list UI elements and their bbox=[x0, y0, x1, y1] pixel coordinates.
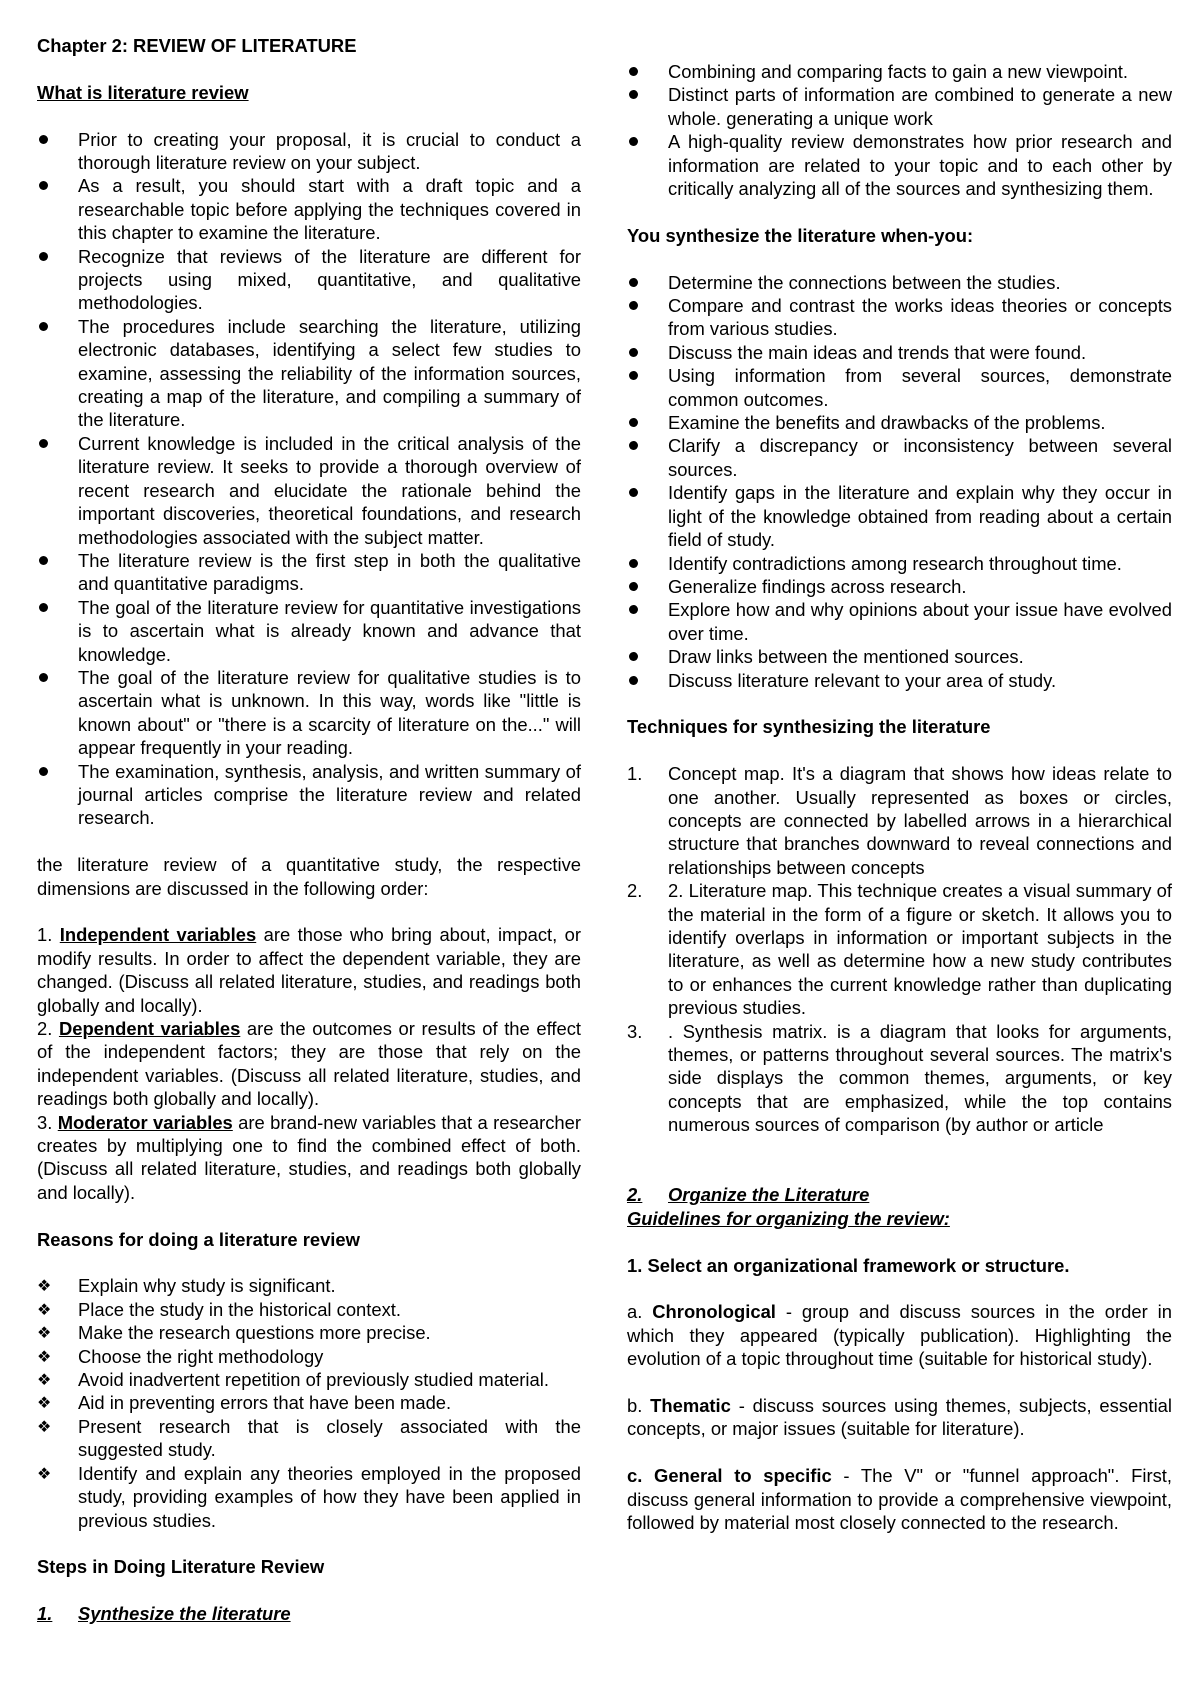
guidelines-heading: Guidelines for organizing the review: bbox=[627, 1207, 950, 1229]
list-item: As a result, you should start with a draft topic and a researchable topic before applying the techniques covered in this chapter to examine the literature. bbox=[37, 174, 581, 244]
list-item: The procedures include searching the literature, utilizing electronic databases, identifying a select few studies to examine, assessing the reliability of the information sources, creating a map of the literature, and compiling a summary of the literature. bbox=[37, 315, 581, 432]
list-item: ❖ Avoid inadvertent repetition of previously studied material. bbox=[37, 1369, 549, 1391]
list-item: Identify gaps in the literature and explain why they occur in light of the knowledge obtained from reading about a certain field of study. bbox=[627, 481, 1172, 551]
diamond-bullet-icon: ❖ bbox=[37, 1393, 52, 1413]
list-item: Compare and contrast the works ideas theories or concepts from various studies. bbox=[627, 294, 1172, 341]
steps-heading: Steps in Doing Literature Review bbox=[37, 1556, 325, 1578]
variable-paragraph: 2. Dependent variables are the outcomes or results of the effect of the independent factors; they are those that rely on the independent variables. (Discuss all related literature, studies, and readings both globally and locally). bbox=[37, 1018, 581, 1110]
list-item: 2. 2. Literature map. This technique creates a visual summary of the material in the form of a figure or sketch. It allows you to identify overlaps in information or important subjects in the literature, as well as determine how a new study contributes to or enhances the current knowledge rather than duplicating previous studies. bbox=[627, 880, 1172, 1019]
framework-term: Chronological bbox=[652, 1301, 776, 1323]
list-item: Using information from several sources, demonstrate common outcomes. bbox=[627, 364, 1172, 411]
list-item: The examination, synthesis, analysis, and written summary of journal articles comprise the literature review and related research. bbox=[37, 760, 581, 830]
step-label: Organize the Literature bbox=[668, 1184, 870, 1206]
when-heading: You synthesize the literature when-you: bbox=[627, 224, 974, 246]
list-item: Combining and comparing facts to gain a new viewpoint. bbox=[627, 60, 1172, 83]
chapter-title: Chapter 2: REVIEW OF LITERATURE bbox=[37, 35, 357, 56]
list-item: Explore how and why opinions about your issue have evolved over time. bbox=[627, 598, 1172, 645]
diamond-bullet-icon: ❖ bbox=[37, 1346, 52, 1366]
synth-bullet-list bbox=[627, 60, 1172, 200]
techniques-heading: Techniques for synthesizing the literature bbox=[627, 716, 991, 738]
framework-paragraph: a. Chronological - group and discuss sources in the order in which they appeared (typically publication). Highlighting the evolution of a topic throughout time (suitable for historical study). bbox=[627, 1301, 1172, 1370]
what-heading: What is literature review bbox=[37, 81, 249, 103]
list-item: Current knowledge is included in the critical analysis of the literature review. It seeks to provide a thorough overview of recent research and elucidate the rationale behind the important discoveries, theoretical foundations, and research methodologies associated with the subject matter. bbox=[37, 432, 581, 549]
list-item: Examine the benefits and drawbacks of the problems. bbox=[627, 411, 1172, 434]
list-item: ❖ Place the study in the historical context. bbox=[37, 1298, 402, 1320]
when-bullet-list bbox=[627, 271, 1172, 692]
left-column bbox=[37, 34, 581, 1626]
step-item: 1. Synthesize the literature bbox=[37, 1603, 291, 1625]
diamond-bullet-icon: ❖ bbox=[37, 1276, 52, 1296]
list-item: ❖ Make the research questions more precise. bbox=[37, 1322, 431, 1344]
list-item: ❖ Identify and explain any theories employed in the proposed study, providing examples of how they have been applied in previous studies. bbox=[37, 1462, 581, 1531]
list-item: Generalize findings across research. bbox=[627, 575, 1172, 598]
list-item: Clarify a discrepancy or inconsistency between several sources. bbox=[627, 434, 1172, 481]
list-item: A high-quality review demonstrates how prior research and information are related to your topic and to each other by critically analyzing all of the sources and synthesizing them. bbox=[627, 130, 1172, 200]
list-item: Draw links between the mentioned sources. bbox=[627, 645, 1172, 668]
diamond-bullet-icon: ❖ bbox=[37, 1323, 52, 1343]
right-column bbox=[627, 34, 1172, 1534]
diamond-bullet-icon: ❖ bbox=[37, 1416, 52, 1436]
variable-term: Independent variables bbox=[59, 924, 257, 946]
what-bullet-list bbox=[37, 128, 581, 830]
list-item: ❖ Explain why study is significant. bbox=[37, 1275, 336, 1297]
variable-paragraph: 1. Independent variables are those who bring about, impact, or modify results. In order to affect the dependent variable, they are changed. (Discuss all related literature, studies, and readings both globally and locally). bbox=[37, 924, 582, 1016]
diamond-bullet-icon: ❖ bbox=[37, 1370, 52, 1390]
diamond-bullet-icon: ❖ bbox=[37, 1299, 52, 1319]
list-item: The goal of the literature review for qualitative studies is to ascertain what is unknown. In this way, words like "little is known about" or "there is a scarcity of literature on the..." will appear frequently in your reading. bbox=[37, 666, 581, 760]
diamond-bullet-icon: ❖ bbox=[37, 1463, 52, 1483]
variable-paragraph: 3. Moderator variables are brand-new variables that a researcher creates by multiplying one to find the combined effect of both. (Discuss all related literature, studies, and readings both globally and locally). bbox=[37, 1111, 582, 1203]
order-intro: the literature review of a quantitative study, the respective dimensions are discussed in the following order: bbox=[37, 854, 581, 899]
steps-list bbox=[37, 1602, 581, 1625]
list-item: Discuss the main ideas and trends that were found. bbox=[627, 341, 1172, 364]
steps-list-continued bbox=[627, 1183, 1172, 1206]
list-item: Prior to creating your proposal, it is crucial to conduct a thorough literature review on your subject. bbox=[37, 128, 581, 175]
list-item: Distinct parts of information are combined to generate a new whole. generating a unique work bbox=[627, 83, 1172, 130]
list-item: 1. Concept map. It's a diagram that shows how ideas relate to one another. Usually represented as boxes or circles, concepts are connected by labelled arrows in a hierarchical structure that branches downward to reveal connections and relationships between concepts bbox=[627, 763, 1172, 878]
variable-term: Moderator variables bbox=[57, 1111, 233, 1133]
list-item: Discuss literature relevant to your area of study. bbox=[627, 669, 1172, 692]
reasons-list bbox=[37, 1274, 581, 1531]
techniques-list bbox=[627, 762, 1172, 1137]
list-item: ❖ Choose the right methodology bbox=[37, 1345, 324, 1367]
variable-term: Dependent variables bbox=[58, 1018, 241, 1039]
framework-paragraph: c. General to specific - The V" or "funnel approach". First, discuss general information to provide a comprehensive viewpoint, followed by material most closely connected to the research. bbox=[627, 1465, 1172, 1534]
list-item: ❖ Aid in preventing errors that have been made. bbox=[37, 1392, 452, 1414]
framework-term: Thematic bbox=[650, 1395, 731, 1417]
list-item: Determine the connections between the studies. bbox=[627, 271, 1172, 294]
list-item: Recognize that reviews of the literature are different for projects using mixed, quantitative, and qualitative methodologies. bbox=[37, 245, 581, 315]
list-item: Identify contradictions among research throughout time. bbox=[627, 552, 1172, 575]
list-item: ❖ Present research that is closely associated with the suggested study. bbox=[37, 1415, 581, 1461]
list-item: The goal of the literature review for quantitative investigations is to ascertain what is already known and advance that knowledge. bbox=[37, 596, 581, 666]
framework-paragraph: b. Thematic - discuss sources using themes, subjects, essential concepts, or major issues (suitable for literature). bbox=[627, 1395, 1172, 1440]
reasons-heading: Reasons for doing a literature review bbox=[37, 1228, 360, 1250]
list-item: The literature review is the first step in both the qualitative and quantitative paradigms. bbox=[37, 549, 581, 596]
list-item: 3. . Synthesis matrix. is a diagram that looks for arguments, themes, or patterns throughout several sources. The matrix's side displays the common themes, arguments, or key concepts that are emphasized, while the top contains numerous sources of comparison (by author or article bbox=[627, 1020, 1172, 1136]
step-label: Synthesize the literature bbox=[78, 1603, 291, 1625]
framework-heading: 1. Select an organizational framework or structure. bbox=[627, 1254, 1070, 1276]
step-item: 2. Organize the Literature bbox=[627, 1184, 870, 1206]
framework-term: c. General to specific bbox=[627, 1465, 832, 1487]
